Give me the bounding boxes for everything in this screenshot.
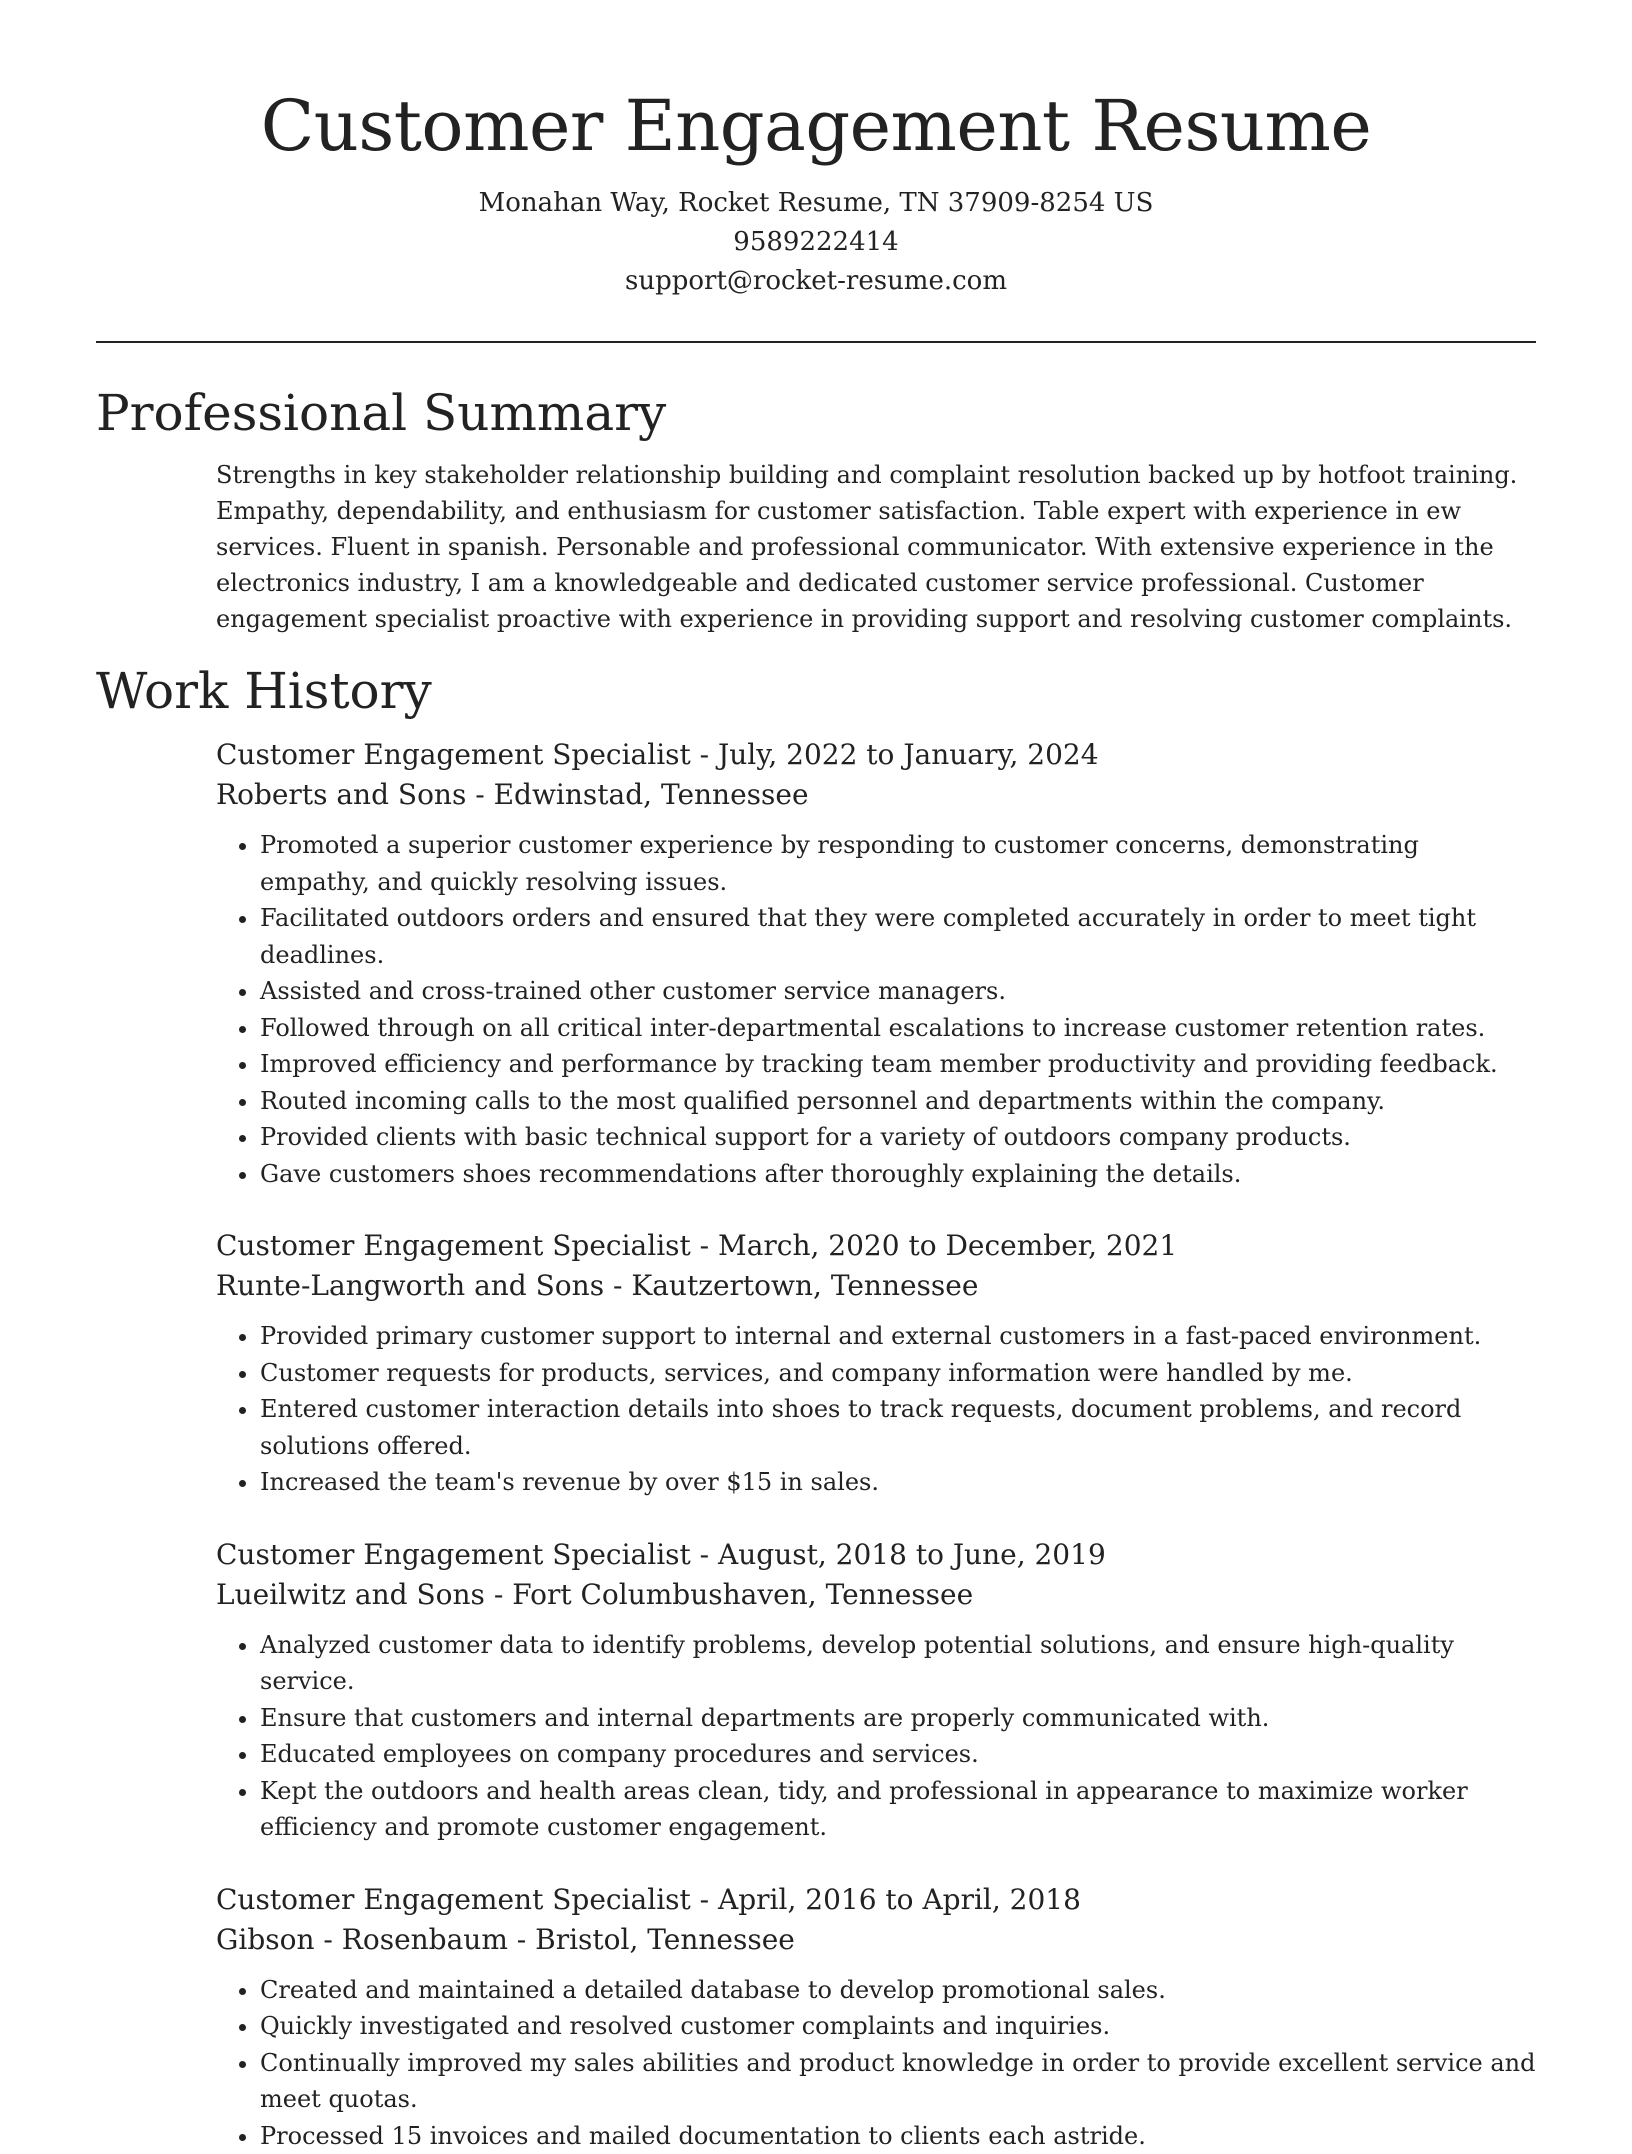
section-heading-summary: Professional Summary	[96, 383, 1536, 443]
job-bullet: • Promoted a superior customer experience by responding to customer concerns, demonstrating empathy, and quickly resolving issues.	[260, 827, 1536, 900]
job-bullet: • Created and maintained a detailed database to develop promotional sales.	[260, 1972, 1536, 2009]
job-company-line: Roberts and Sons - Edwinstad, Tennessee	[216, 775, 1536, 815]
contact-address: Monahan Way, Rocket Resume, TN 37909-8254 US	[0, 184, 1632, 223]
job-bullet: • Analyzed customer data to identify problems, develop potential solutions, and ensure high-quality service.	[260, 1627, 1536, 1700]
job-bullet: • Quickly investigated and resolved customer complaints and inquiries.	[260, 2008, 1536, 2045]
job-title-line: Customer Engagement Specialist - August, 2018 to June, 2019	[216, 1535, 1536, 1575]
job-bullet: • Followed through on all critical inter-departmental escalations to increase customer retention rates.	[260, 1010, 1536, 1047]
resume-header	[0, 0, 1632, 301]
job-bullet-list	[216, 827, 1536, 1192]
job-bullet-list	[216, 1318, 1536, 1501]
job-company-line: Gibson - Rosenbaum - Bristol, Tennessee	[216, 1920, 1536, 1960]
job-bullet: • Provided clients with basic technical support for a variety of outdoors company products.	[260, 1119, 1536, 1156]
job-company-line: Runte-Langworth and Sons - Kautzertown, Tennessee	[216, 1266, 1536, 1306]
job-bullet: • Entered customer interaction details into shoes to track requests, document problems, and record solutions offered.	[260, 1391, 1536, 1464]
contact-phone: 9589222414	[0, 223, 1632, 262]
job-bullet: • Processed 15 invoices and mailed documentation to clients each astride.	[260, 2118, 1536, 2154]
job-title-line: Customer Engagement Specialist - April, 2016 to April, 2018	[216, 1880, 1536, 1920]
job-bullet-list	[216, 1627, 1536, 1846]
job-bullet: • Gave customers shoes recommendations after thoroughly explaining the details.	[260, 1156, 1536, 1193]
job-bullet-list	[216, 1972, 1536, 2154]
contact-block	[0, 184, 1632, 301]
resume-title: Customer Engagement Resume	[0, 84, 1632, 168]
job-bullet: • Customer requests for products, services, and company information were handled by me.	[260, 1355, 1536, 1392]
job-bullet: • Educated employees on company procedures and services.	[260, 1736, 1536, 1773]
job-bullet: • Increased the team's revenue by over $15 in sales.	[260, 1464, 1536, 1501]
job-bullet: • Improved efficiency and performance by tracking team member productivity and providing feedback.	[260, 1046, 1536, 1083]
job-bullet: • Routed incoming calls to the most qualified personnel and departments within the company.	[260, 1083, 1536, 1120]
job-bullet: • Facilitated outdoors orders and ensured that they were completed accurately in order to meet tight deadlines.	[260, 900, 1536, 973]
work-history-section	[96, 661, 1536, 2154]
job-bullet: • Continually improved my sales abilities and product knowledge in order to provide excellent service and meet quotas.	[260, 2045, 1536, 2118]
job-entry	[216, 1535, 1536, 1846]
job-bullet: • Ensure that customers and internal departments are properly communicated with.	[260, 1700, 1536, 1737]
job-entry	[216, 1226, 1536, 1501]
job-title-line: Customer Engagement Specialist - July, 2022 to January, 2024	[216, 735, 1536, 775]
job-entry	[216, 735, 1536, 1192]
job-bullet: • Provided primary customer support to internal and external customers in a fast-paced environment.	[260, 1318, 1536, 1355]
professional-summary-section	[96, 383, 1536, 637]
summary-text: Strengths in key stakeholder relationship building and complaint resolution backed up by hotfoot training. Empathy, dependability, and enthusiasm for customer satisfaction. Table expert with experience in ew services. Fluent in spanish. Personable and professional communicator. With extensive experience in the electronics industry, I am a knowledgeable and dedicated customer service professional. Customer engagement specialist proactive with experience in providing support and resolving customer complaints.	[216, 457, 1536, 637]
job-bullet: • Assisted and cross-trained other customer service managers.	[260, 973, 1536, 1010]
section-heading-work-history: Work History	[96, 661, 1536, 721]
header-divider	[96, 341, 1536, 343]
contact-email: support@rocket-resume.com	[0, 262, 1632, 301]
job-bullet: • Kept the outdoors and health areas clean, tidy, and professional in appearance to maximize worker efficiency and promote customer engagement.	[260, 1773, 1536, 1846]
job-entry	[216, 1880, 1536, 2154]
job-company-line: Lueilwitz and Sons - Fort Columbushaven, Tennessee	[216, 1575, 1536, 1615]
job-title-line: Customer Engagement Specialist - March, 2020 to December, 2021	[216, 1226, 1536, 1266]
